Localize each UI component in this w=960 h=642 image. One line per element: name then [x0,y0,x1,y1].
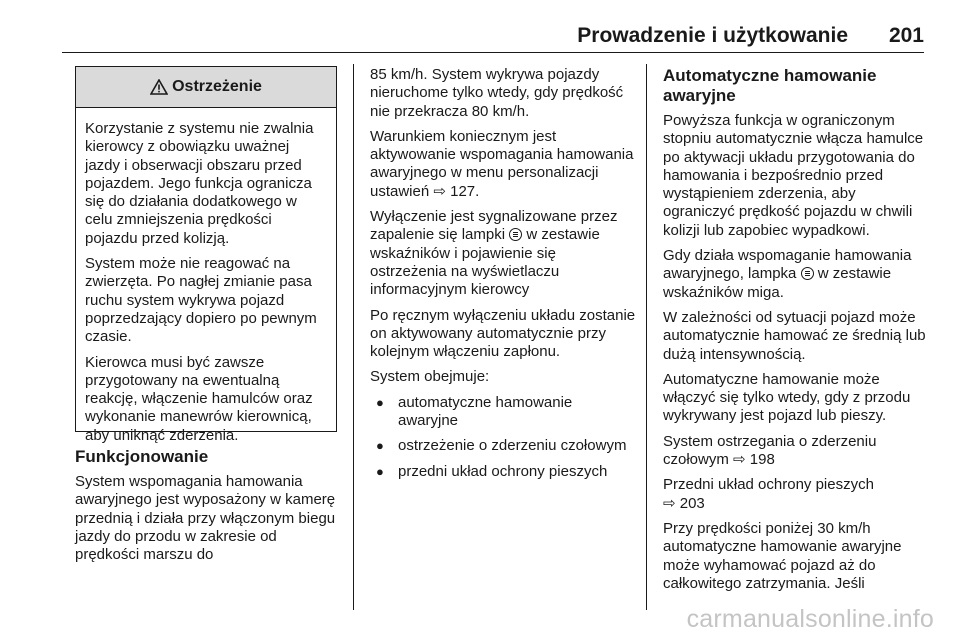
warning-paragraph: Korzystanie z systemu nie zwalnia kierowcy z obowiązku uważnej jazdy i obserwacji obszaru przed pojazdem. Jego funkcja ogranicza się do działania dodatkowego w celu zmniejszenia prędkości pojazdu przed kolizją. [85,120,314,247]
body-paragraph: System obejmuje: [370,368,490,386]
body-paragraph: Przedni układ ochrony pieszych ⇨ 203 [663,476,874,512]
column-2 [370,66,636,488]
list-item: ● automatyczne hamowanie awaryjne [370,394,636,431]
page-number: 201 [888,24,924,47]
body-paragraph: Powyższa funkcja w ograniczonym stopniu automatycznie włącza hamulce po aktywacji układu przygotowania do hamowania i bezpośrednio przed wystąpieniem zderzenia, aby ograniczyć prędkość pojazdu w chwili kolizji lub zapobiec wypadkowi. [663,112,924,239]
page-reference: 198 [749,451,775,469]
body-paragraph: System ostrzegania o zderzeniu czołowym ⇨ 198 [663,432,877,469]
warning-body [76,108,336,445]
warning-header [76,67,336,108]
body-paragraph: Automatyczne hamowanie może włączyć się tylko wtedy, gdy z przodu wykrywany jest pojazd lub pieszy. [663,370,911,425]
column-3 [663,66,929,600]
column-divider-1 [353,64,354,610]
warning-box [75,66,337,444]
page-ref-arrow-icon: ⇨ [433,182,446,200]
header-divider [62,52,924,53]
warning-paragraph: Kierowca musi być zawsze przygotowany na ewentualną reakcję, włączenie hamulców oraz wykonanie manewrów kierownicą, aby uniknąć zderzenia. [85,353,313,444]
page-reference: 203 [679,494,705,512]
body-paragraph: Warunkiem koniecznym jest aktywowanie wspomagania hamowania awaryjnego w menu personalizacji ustawień ⇨ 127. [370,127,634,200]
body-paragraph: System wspomagania hamowania awaryjnego jest wyposażony w kamerę przednią i działa przy włączonym biegu jazdy do przodu w zakresie od prędkości marszu do [75,473,336,564]
page-reference: 127. [450,182,480,200]
warning-triangle-icon [150,79,168,95]
page-ref-arrow-icon: ⇨ [733,451,746,469]
watermark: carmanualsonline.info [686,605,934,633]
warning-title: Ostrzeżenie [172,78,262,95]
body-paragraph: 85 km/h. System wykrywa pojazdy nieruchome tylko wtedy, gdy prędkość nie przekracza 80 km/h. [370,66,624,120]
page-ref-arrow-icon: ⇨ [663,494,676,512]
body-paragraph: Gdy działa wspomaganie hamowania awaryjnego, lampka w zestawie wskaźników miga. [663,247,912,301]
column-1-section [75,447,341,571]
section-heading-funkcjonowanie: Funkcjonowanie [75,447,209,466]
list-item: ● przedni układ ochrony pieszych [370,463,636,481]
page-title: Prowadzenie i użytkowanie [577,24,848,47]
body-paragraph: Wyłączenie jest sygnalizowane przez zapalenie się lampki w zestawie wskaźników i pojawienie się ostrzeżenia na wyświetlaczu informacyjnym kierowcy [370,208,618,299]
feature-list [370,394,636,481]
section-heading-automatyczne-hamowanie: Automatyczne hamowanie awaryjne [663,66,877,105]
list-item: ● ostrzeżenie o zderzeniu czołowym [370,437,636,455]
body-paragraph: Po ręcznym wyłączeniu układu zostanie on aktywowany automatycznie przy kolejnym włączeniu zapłonu. [370,306,636,361]
warning-paragraph: System może nie reagować na zwierzęta. Po nagłej zmianie pasa ruchu system wykrywa pojazd poprzedzający dopiero po pewnym czasie. [85,255,317,346]
brake-assist-lamp-icon [509,228,522,241]
brake-assist-lamp-icon [801,267,814,280]
column-divider-2 [646,64,647,610]
body-paragraph: W zależności od sytuacji pojazd może automatycznie hamować ze średnią lub dużą intensywnością. [663,308,926,363]
body-paragraph: Przy prędkości poniżej 30 km/h automatyczne hamowanie awaryjne może wyhamować pojazd aż do całkowitego zatrzymania. Jeśli [663,519,902,592]
